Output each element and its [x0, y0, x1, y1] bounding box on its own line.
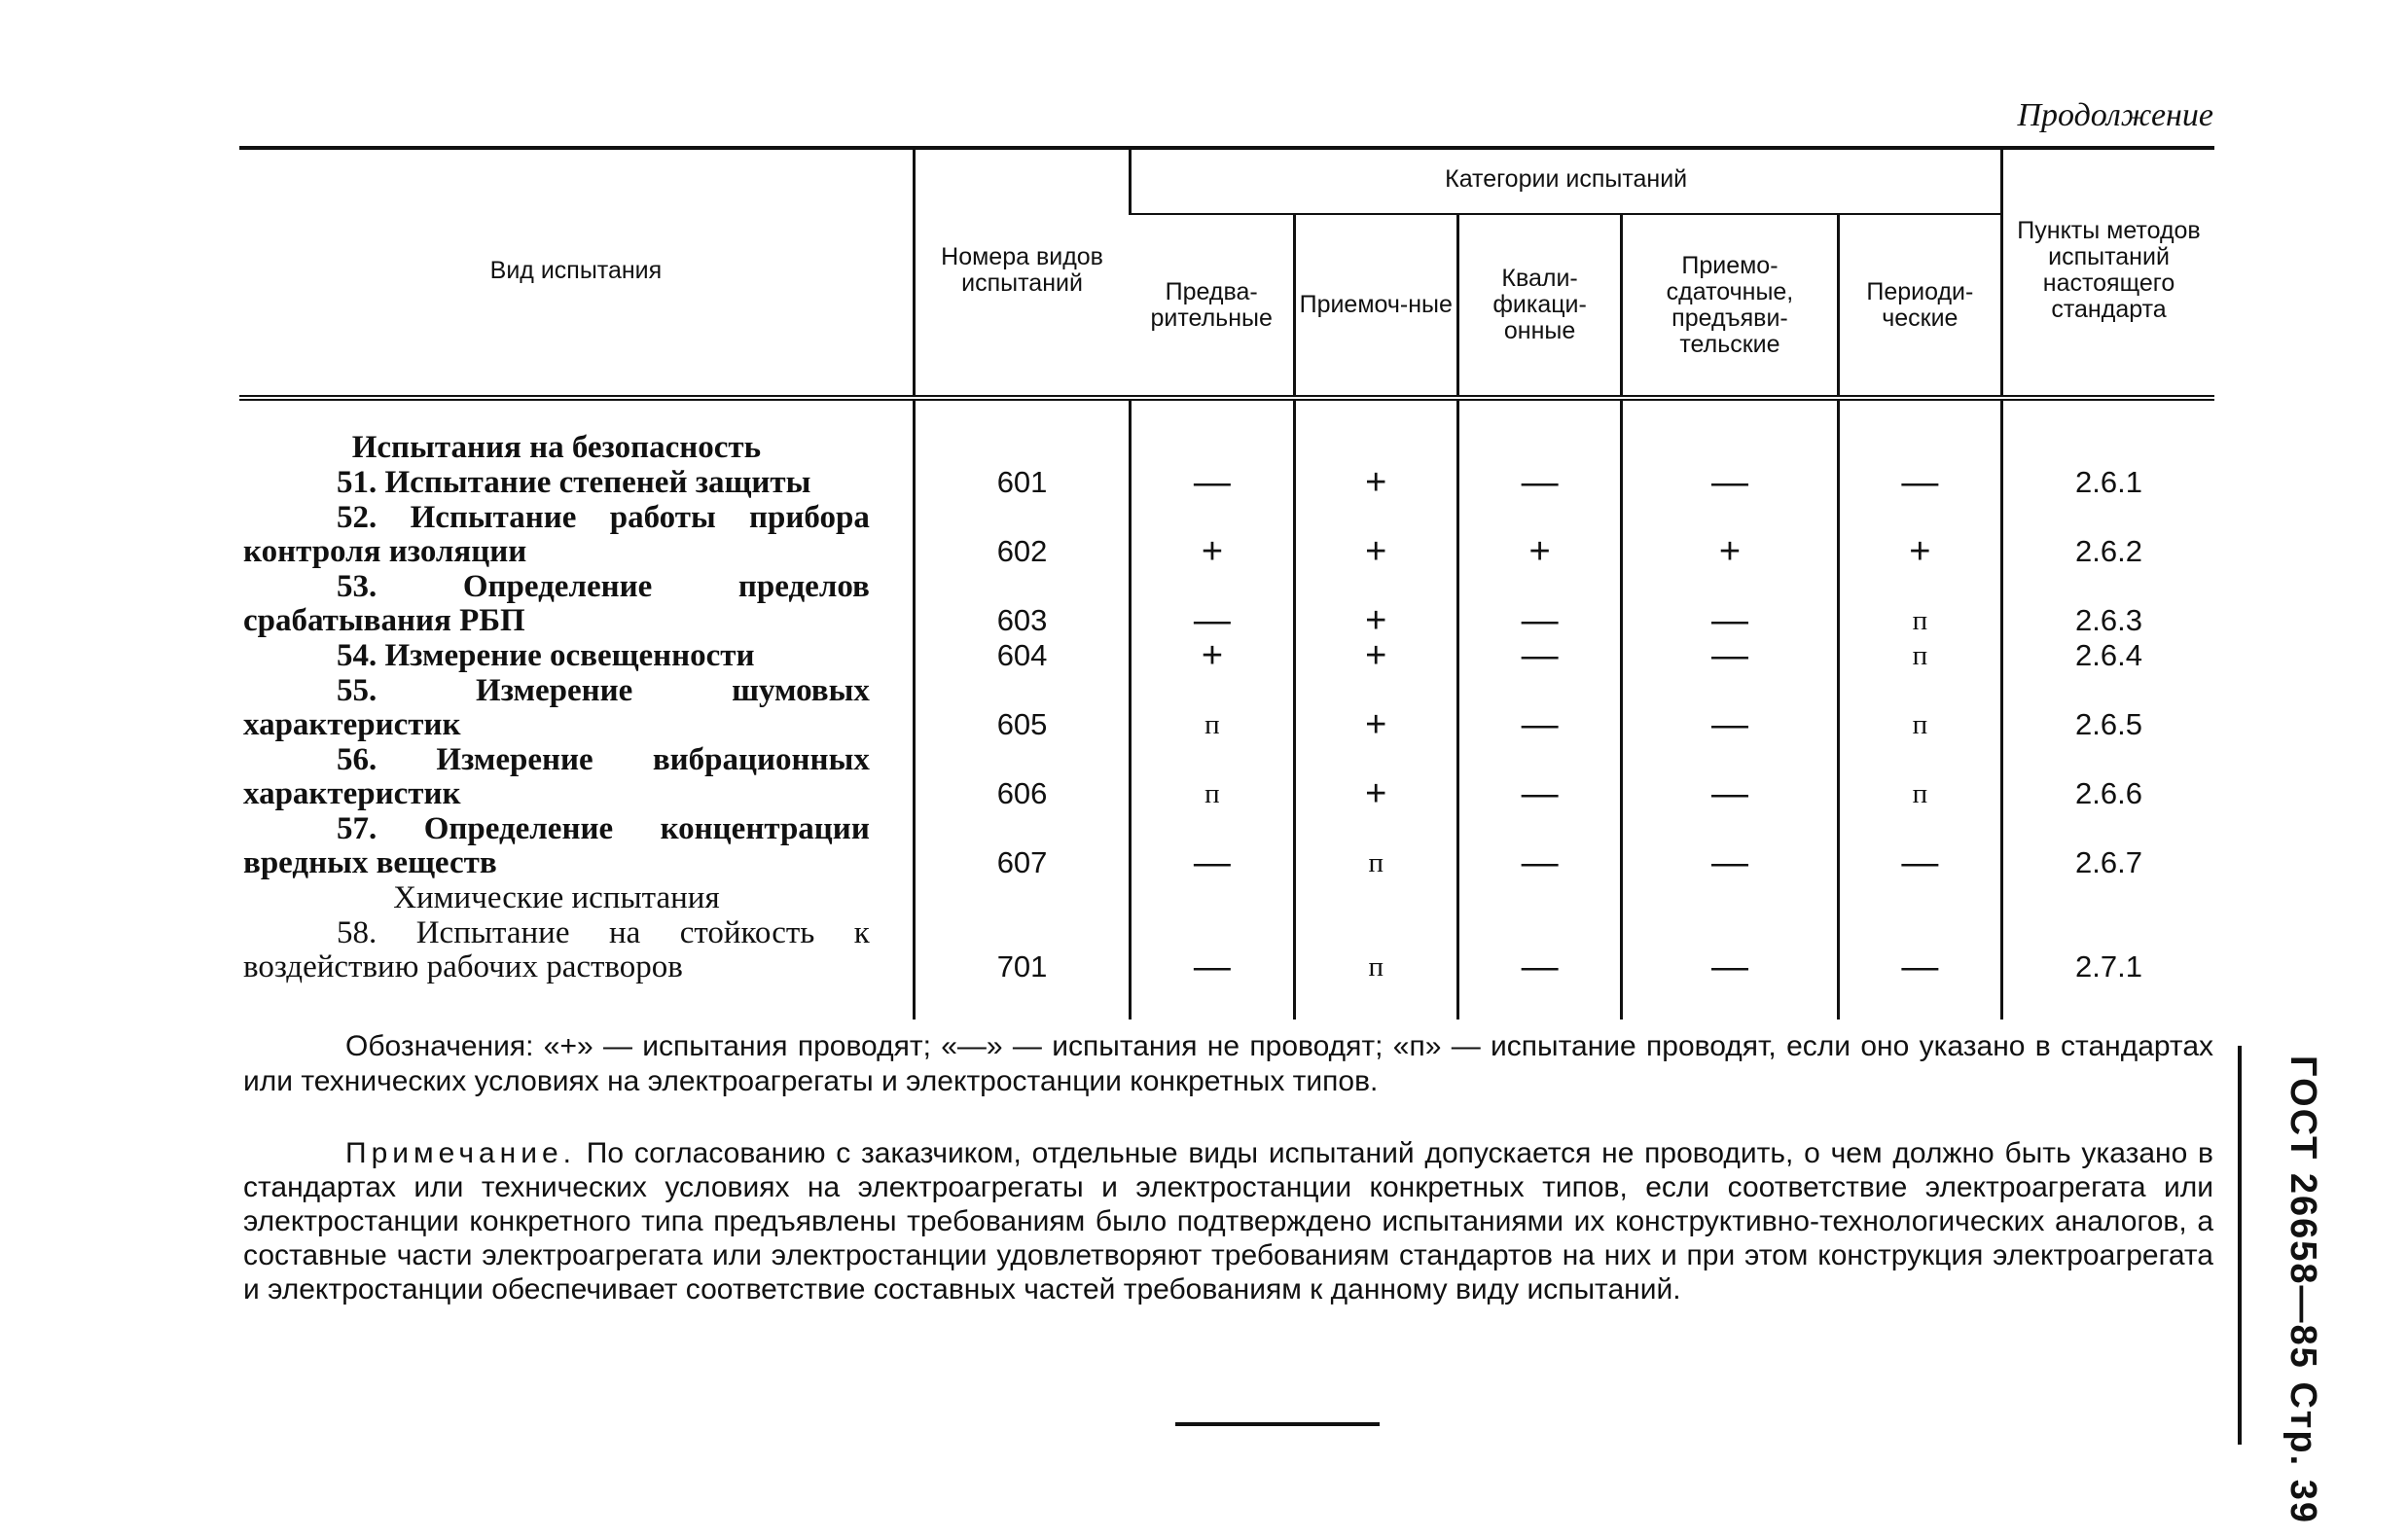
test-number: 603 — [914, 569, 1130, 638]
test-number: 605 — [914, 673, 1130, 742]
test-clause: 2.6.2 — [2002, 500, 2214, 569]
mark-preliminary: — — [1131, 915, 1294, 984]
test-name: 56. Измерение вибрационных характеристик — [243, 742, 870, 811]
test-name: 52. Испытание работы прибора контроля изоляции — [243, 500, 870, 569]
mark-preliminary: — — [1131, 465, 1294, 500]
test-number: 606 — [914, 742, 1130, 811]
test-number: 604 — [914, 638, 1130, 673]
test-clause: 2.6.7 — [2002, 811, 2214, 880]
header-category-periodic: Периоди-ческие — [1838, 214, 2001, 398]
mark-acceptance: + — [1294, 465, 1457, 500]
test-name: 57. Определение концентрации вредных веществ — [243, 811, 870, 880]
mark-periodic: п — [1838, 569, 2001, 638]
mark-qualification: — — [1457, 465, 1621, 500]
mark-qualification: — — [1457, 673, 1621, 742]
table-row — [239, 500, 2214, 569]
test-name: 54. Измерение освещенности — [337, 638, 755, 673]
test-clause: 2.7.1 — [2002, 915, 2214, 984]
header-test-type: Вид испытания — [489, 256, 663, 284]
table-row — [239, 673, 2214, 742]
mark-periodic: — — [1838, 811, 2001, 880]
test-number: 607 — [914, 811, 1130, 880]
mark-delivery: — — [1622, 465, 1838, 500]
test-number: 602 — [914, 500, 1130, 569]
header-category-delivery: Приемо-сдаточные, предъяви-тельские — [1622, 214, 1838, 398]
header-categories: Категории испытаний — [1131, 146, 2002, 214]
mark-delivery: — — [1622, 915, 1838, 984]
test-name: 53. Определение пределов срабатывания РБП — [243, 569, 870, 638]
test-clause: 2.6.5 — [2002, 673, 2214, 742]
note-label: Примечание. — [345, 1137, 576, 1169]
mark-acceptance: п — [1294, 915, 1457, 984]
mark-periodic: п — [1838, 673, 2001, 742]
mark-periodic: — — [1838, 915, 2001, 984]
table-row — [239, 465, 2214, 500]
mark-periodic: п — [1838, 742, 2001, 811]
test-clause: 2.6.6 — [2002, 742, 2214, 811]
header-category-qualification: Квали-фикаци-онные — [1457, 214, 1621, 398]
section-chemical: Химические испытания — [393, 880, 720, 915]
header-clauses: Пункты методов испытаний настоящего стандарта — [2002, 146, 2214, 398]
mark-qualification: — — [1457, 638, 1621, 673]
table-row — [239, 569, 2214, 638]
mark-qualification: — — [1457, 742, 1621, 811]
mark-qualification: + — [1457, 500, 1621, 569]
test-name: 55. Измерение шумовых характеристик — [243, 673, 870, 742]
side-rule — [2238, 1046, 2242, 1445]
mark-qualification: — — [1457, 915, 1621, 984]
continuation-label: Продолжение — [2017, 97, 2213, 133]
legend-text: Обозначения: «+» — испытания проводят; «—» — испытания не проводят; «п» — испытание проводят, если оно указано в стандартах или технических условиях на электроагрегаты и электростанции конкретных типов. — [243, 1030, 2213, 1097]
mark-delivery: — — [1622, 811, 1838, 880]
mark-acceptance: + — [1294, 673, 1457, 742]
mark-delivery: — — [1622, 742, 1838, 811]
table-row — [239, 638, 2214, 673]
table-row — [239, 742, 2214, 811]
test-clause: 2.6.3 — [2002, 569, 2214, 638]
section-safety: Испытания на безопасность — [351, 430, 762, 465]
mark-preliminary: — — [1131, 569, 1294, 638]
mark-qualification: — — [1457, 811, 1621, 880]
tests-table — [239, 146, 2214, 1019]
header-category-acceptance: Приемоч-ные — [1294, 214, 1457, 398]
mark-acceptance: + — [1294, 742, 1457, 811]
test-number: 601 — [914, 465, 1130, 500]
mark-periodic: п — [1838, 638, 2001, 673]
mark-preliminary: + — [1131, 500, 1294, 569]
test-name: 58. Испытание на стойкость к воздействию рабочих растворов — [243, 915, 870, 984]
table-row — [239, 915, 2214, 984]
header-test-number: Номера видов испытаний — [914, 146, 1130, 398]
mark-preliminary: + — [1131, 638, 1294, 673]
mark-preliminary: п — [1131, 673, 1294, 742]
header-category-preliminary: Предва-рительные — [1150, 277, 1273, 332]
test-clause: 2.6.1 — [2002, 465, 2214, 500]
mark-periodic: + — [1838, 500, 2001, 569]
note-paragraph — [243, 1136, 2213, 1306]
gost-page-reference: ГОСТ 26658—85 Стр. 39 — [2282, 1055, 2323, 1525]
table-row — [239, 811, 2214, 880]
mark-delivery: + — [1622, 500, 1838, 569]
mark-delivery: — — [1622, 638, 1838, 673]
mark-acceptance: + — [1294, 638, 1457, 673]
end-rule — [1175, 1422, 1380, 1426]
test-number: 701 — [914, 915, 1130, 984]
mark-acceptance: + — [1294, 500, 1457, 569]
mark-acceptance: п — [1294, 811, 1457, 880]
mark-delivery: — — [1622, 569, 1838, 638]
mark-preliminary: — — [1131, 811, 1294, 880]
mark-acceptance: + — [1294, 569, 1457, 638]
mark-preliminary: п — [1131, 742, 1294, 811]
mark-delivery: — — [1622, 673, 1838, 742]
test-name: 51. Испытание степеней защиты — [337, 465, 811, 500]
mark-periodic: — — [1838, 465, 2001, 500]
test-clause: 2.6.4 — [2002, 638, 2214, 673]
mark-qualification: — — [1457, 569, 1621, 638]
note-text: По согласованию с заказчиком, отдельные виды испытаний допускается не проводить, о чем должно быть указано в стандартах или технических условиях на электроагрегаты и электростанции конкретных типов, если соответствие электроагрегата или электростанции конкретного типа предъявлены требованиям было подтверждено испытаниями их конструктивно-технологических аналогов, а составные части электроагрегата или электростанции удовлетворяют требованиям стандартов на них и при этом конструкция электроагрегата и электростанции обеспечивает соответствие составных частей требованиям к данному виду испытаний. — [243, 1137, 2213, 1306]
